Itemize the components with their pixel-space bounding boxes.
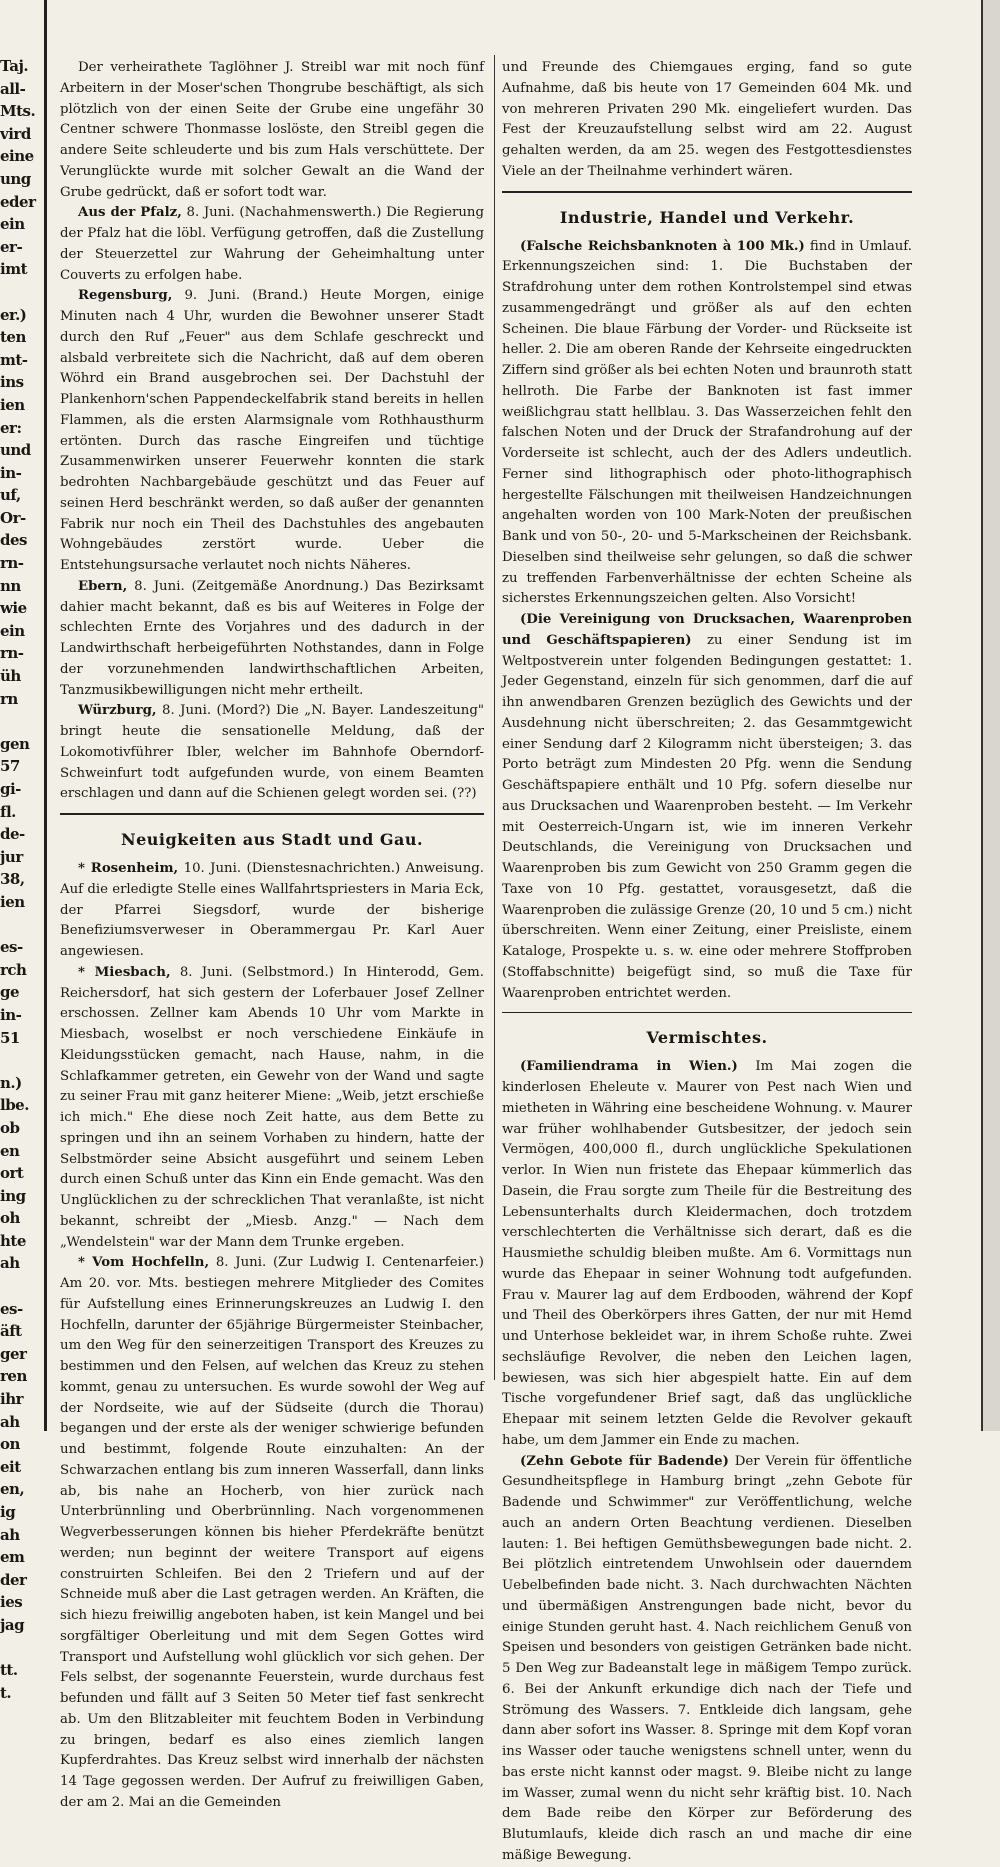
fragment-line: der (0, 1570, 27, 1589)
article-paragraph (60, 963, 484, 1254)
fragment-line: ort (0, 1164, 24, 1183)
fragment-line: des (0, 531, 27, 550)
article-text: 10. Juni. (Dienstesnachrichten.) Anweisung. Auf die erledigte Stelle eines Wallfahrtspriesters in Maria Eck, der Pfarrei Siegsdorf, wurde der bisherige Benefiziumsverweser in Oberammergau Pr. Karl Auer angewiesen. (60, 861, 484, 959)
fragment-line: n.) (0, 1073, 22, 1092)
fragment-line: ah (0, 1525, 20, 1544)
fragment-line: ein (0, 215, 25, 234)
article-paragraph (502, 610, 912, 1004)
fragment-line: er- (0, 237, 23, 256)
fragment-line (0, 1637, 40, 1660)
dateline-place: * Rosenheim, (78, 861, 179, 876)
fragment-line: 38, (0, 870, 25, 889)
fragment-line (0, 281, 40, 304)
column-divider (494, 55, 495, 1380)
article-text: Der Verein für öffentliche Gesundheitspflege in Hamburg bringt „zehn Gebote für Badende und Schwimmer" zur Veröffentlichung, welche auch an andern Orten Beachtung verdienen. Dieselben lauten: 1. Bei heftigen Gemüthsbewegungen bade nicht. 2. Bei plötzlich eintretendem Unwohlsein oder dauerndem Uebelbefinden bade nicht. 3. Nach durchwachten Nächten und übermäßigen Anstrengungen bade nicht, bevor du einige Stunden geruht hast. 4. Nach reichlichem Genuß von Speisen und besonders von geistigen Getränken bade nicht. 5 Den Weg zur Badeanstalt lege in mäßigem Tempo zurück. 6. Bei der Ankunft erkundige dich nach der Tiefe und Strömung des Wassers. 7. Entkleide dich langsam, gehe dann aber sofort ins Wasser. 8. Springe mit dem Kopf voran ins Wasser oder tauche wenigstens schnell unter, wenn du bas erste nicht kannst oder magst. 9. Bleibe nicht zu lange im Wasser, zumal wenn du nicht sehr kräftig bist. 10. Nach dem Bade reibe den Körper zur Beförderung des Blutumlaufs, kleide dich rasch an und mache dir eine mäßige Bewegung. (502, 1453, 912, 1863)
article-paragraph (60, 701, 484, 805)
fragment-line: em (0, 1548, 25, 1567)
dateline-place: Aus der Pfalz, (78, 205, 182, 221)
article-text: Im Mai zogen die kinderlosen Eheleute v. Maurer von Pest nach Wien und mietheten in Währing eine bescheidene Wohnung. v. Maurer war früher wohlhabender Gutsbesitzer, der jedoch sein Vermögen, 400,000 fl., durch unglückliche Spekulationen verlor. In Wien nun fristete das Ehepaar kümmerlich das Dasein, die Frau sorgte zum Theile für die Bestreitung des Lebensunterhalts durch Kleidermachen, doch trotzdem verschlechterten die Verhältnisse sich derart, daß es die Hausmiethe schuldig bleiben mußte. Am 6. Vormittags nun wurde das Ehepaar in seiner Wohnung todt aufgefunden. Frau v. Maurer lag auf dem Erdbooden, während der Kopf und Theil des Oberkörpers ihres Gatten, der nur mit Hemd und Unterhose bekleidet war, in ihrem Schoße ruhte. Zwei sechsläufige Revolver, die neben den Leichen lagen, bewiesen, was sich hier abgespielt hatte. Ein auf dem Tische vorgefundener Brief sagt, daß das unglückliche Ehepaar mit seinem letzten Gelde die Revolver gekauft habe, um dem Jammer ein Ende zu machen. (502, 1059, 912, 1448)
fragment-line: ies (0, 1593, 23, 1612)
fragment-line: ein (0, 621, 25, 640)
fragment-line: Or- (0, 508, 26, 527)
fragment-line (0, 710, 40, 733)
fragment-line: de- (0, 825, 25, 844)
dateline-place: * Vom Hochfelln, (78, 1255, 210, 1271)
fragment-line: und (0, 441, 31, 460)
article-text: zu einer Sendung ist im Weltpostverein unter folgenden Bedingungen gestattet: 1. Jeder Gegenstand, einzeln für sich genommen, darf die auf ihn anwendbaren Grenzen bezüglich des Gewichts und der Ausdehnung nicht überschreiten; 2. das Gesammtgewicht einer Sendung darf 2 Kilogramm nicht übersteigen; 3. das Porto beträgt zum Mindesten 20 Pfg. wenn die Sendung Geschäftspapiere enthält und 10 Pfg. sofern dieselbe nur aus Drucksachen und Waarenproben besteht. — Im Verkehr mit Oesterreich-Ungarn ist, wie im inneren Verkehr Deutschlands, die Vereinigung von Drucksachen und Waarenproben bis zum Gewicht von 250 Gramm gegen die Taxe von 10 Pfg. gestattet, vorausgesetzt, daß die Waarenproben die zulässige Grenze (20, 10 und 5 cm.) nicht überschreiten. Wenn einer Zeitung, einer Preisliste, einem Kataloge, Prospekte u. s. w. eine oder mehrere Stoffproben (Stoffabschnitte) beigefügt sind, so muß die Taxe für Waarenproben entrichtet werden. (502, 632, 912, 1001)
fragment-line: ah (0, 1254, 20, 1273)
fragment-line: fl. (0, 802, 16, 821)
fragment-line: vird (0, 124, 31, 143)
section-rule (502, 191, 912, 193)
fragment-line: nn (0, 576, 21, 595)
fragment-line: rch (0, 960, 27, 979)
fragment-line: gi- (0, 780, 21, 798)
fragment-line: er.) (0, 305, 27, 324)
article-paragraph (60, 859, 484, 963)
fragment-line: hte (0, 1231, 26, 1250)
section-title-local-news: Neuigkeiten aus Stadt und Gau. (120, 830, 424, 849)
article-text: find in Umlauf. Erkennungszeichen sind: 1. Die Buchstaben der Strafdrohung unter dem rothen Kontrolstempel sind etwas zusammengedrängt und größer als auf den echten Scheinen. Die blaue Färbung der Vorder- und Rückseite ist heller. 2. Die am oberen Rande der Kehrseite eingedruckten Ziffern sind größer als bei echten Noten und braunroth statt hellroth. Die Farbe der Banknoten ist fast immer weißlichgrau statt hellblau. 3. Das Wasserzeichen fehlt den falschen Noten und der Druck der Strafandrohung auf der Vorderseite ist schlecht, auch der des Adlers undeutlich. Ferner sind lithographisch oder photo-lithographisch hergestellte Fälschungen mit theilweisen Handzeichnungen angehalten worden von 100 Mark-Noten der preußischen Bank und von 50-, 20- und 5-Markscheinen der Reichsbank. Dieselben sind theilweise sehr gelungen, so daß die schwer zu treffenden Farbenverhältnisse der echten Scheine als sicherstes Erkennungszeichen gelten. Also Vorsicht! (502, 238, 912, 607)
article-paragraph (502, 1452, 912, 1867)
fragment-line (0, 1049, 40, 1072)
fragment-line: rn- (0, 554, 24, 573)
fragment-line: en, (0, 1480, 25, 1499)
article-paragraph: Der verheirathete Taglöhner J. Streibl war mit noch fünf Arbeitern in der Moser'schen Thongrube beschäftigt, als sich plötzlich von der einen Seite der Grube eine ungefähr 30 Centner schwere Thonmasse loslöste, den Streibl gegen die andere Seite schleuderte und bis zum Hals verschüttete. Der Verunglückte wurde mit solcher Gewalt an die Wand der Grube gedrückt, daß er sofort todt war. (60, 60, 484, 200)
fragment-line: wie (0, 599, 27, 618)
section-title-miscellany: Vermischtes. (646, 1028, 768, 1048)
article-text: 8. Juni. (Nachahmenswerth.) Die Regierung der Pfalz hat die löbl. Verfügung getroffen, daß die Zustellung der Steuerzettel zur Wahrung der Geheimhaltung unter Couverts zu erfolgen habe. (60, 205, 485, 283)
dateline-place: * Miesbach, (78, 964, 171, 980)
column-right (502, 58, 912, 1867)
page-margin-right (983, 0, 1000, 1431)
article-tag: (Familiendrama in Wien.) (520, 1059, 738, 1075)
fragment-line: jur (0, 847, 23, 866)
fragment-line: ien (0, 892, 25, 911)
fragment-line: ten (0, 328, 26, 347)
fragment-line: Taj. (0, 57, 29, 75)
fragment-line: en (0, 1141, 20, 1160)
fragment-line: ge (0, 983, 20, 1002)
article-paragraph (502, 237, 912, 611)
fragment-line: ihr (0, 1390, 24, 1409)
fragment-line: gen (0, 734, 30, 753)
article-paragraph (60, 203, 484, 286)
article-text: 8. Juni. (Selbstmord.) In Hinterodd, Gem. Reichersdorf, hat sich gestern der Loferbauer Josef Zellner erschossen. Zellner kam Abends 10 Uhr vom Markte in Miesbach, woselbst er noch verschiedene Einkäufe in Kleidungsstücken gemacht, nach Hause, nahm, in die Schlafkammer getreten, ein Gewehr von der Wand und sagte zu seiner Frau mit ganz heiterer Miene: „Weib, jetzt erschieße ich mich." Ehe diese noch Zeit hatte, aus dem Bette zu springen und ihn an seinem Vorhaben zu hindern, hatte der Selbstmörder seine Absicht ausgeführt und seinem Leben durch einen Schuß unter das Kinn ein Ende gemacht. Was den Unglücklichen zu der schrecklichen That veranlaßte, ist nicht bekannt, schreibt der „Miesb. Anzg." — Nach dem „Wendelstein" war der Mann dem Trunke ergeben. (60, 964, 484, 1250)
article-text: 9. Juni. (Brand.) Heute Morgen, einige Minuten nach 4 Uhr, wurden die Bewohner unserer Stadt durch den Ruf „Feuer" aus dem Schlafe geschreckt und alsbald verbreitete sich die Nachricht, daß auf dem oberen Wöhrd ein Brand ausgebrochen sei. Der Dachstuhl der Plankenhorn'schen Pappendeckelfabrik stand bereits in hellen Flammen, als die ersten Alarmsignale vom Rothhausthurm ertönten. Durch das rasche Eingreifen und tüchtige Zusammenwirken unserer Feuerwehr konnten die stark bedrohten Nachbargebäude geschützt und das Feuer auf seinen Herd beschränkt werden, so daß außer der genannten Fabrik nur noch ein Theil des Dachstuhles des angebauten Wohngebäudes zerstört wurde. Ueber die Entstehungsursache verlautet noch nichts Näheres. (60, 288, 484, 573)
fragment-line: uf, (0, 486, 21, 505)
fragment-line: lbe. (0, 1096, 29, 1115)
fragment-line (0, 1275, 40, 1298)
fragment-line: es- (0, 938, 23, 957)
fragment-line: ren (0, 1367, 27, 1386)
fragment-line: eder (0, 192, 36, 211)
fragment-line: tt. (0, 1661, 18, 1680)
fragment-line: äft (0, 1322, 22, 1341)
article-tag: (Die Vereinigung von Drucksachen, Waarenproben und Geschäftspapieren) (502, 612, 912, 648)
dateline-place: Würzburg, (78, 703, 157, 719)
article-paragraph: und Freunde des Chiemgaues erging, fand so gute Aufnahme, daß bis heute von 17 Gemeinden 604 Mk. und von mehreren Privaten 290 Mk. eingeliefert wurden. Das Fest der Kreuzaufstellung selbst wird am 22. August gehalten werden, da am 25. wegen des Festgottesdienstes Viele an der Theilnahme verhindert wären. (502, 60, 912, 179)
fragment-line: imt (0, 260, 27, 279)
fragment-line: ien (0, 395, 25, 414)
fragment-line: t. (0, 1683, 12, 1702)
article-text: 8. Juni. (Zeitgemäße Anordnung.) Das Bezirksamt dahier macht bekannt, daß es bis auf Weiteres in Folge der schlechten Ernte des Vorjahres und des dadurch in der Landwirthschaft herbeigeführten Nothstandes, dann in Folge der vorzunehmenden landwirthschaftlichen Arbeiten, Tanzmusikbewilligungen nicht mehr ertheilt. (60, 578, 484, 698)
fragment-line: ung (0, 169, 31, 188)
column-left (60, 58, 484, 1814)
article-text: 8. Juni. (Zur Ludwig I. Centenarfeier.) Am 20. vor. Mts. bestiegen mehrere Mitglieder des Comites für Aufstellung eines Erinnerungskreuzes an Ludwig I. den Hochfelln, darunter der 65jährige Bürgermeister Steinbacher, um den Weg für den seinerzeitigen Transport des Kreuzes zu bestimmen und den Felsen, auf welchen das Kreuz zu stehen kommt, genau zu untersuchen. Es wurde sowohl der Weg auf der Nordseite, wie auf der Südseite (durch die Thorau) begangen und der erste als der weniger schwierige befunden und bestimmt, folgende Route einzuhalten: An der Schwarzachen entlang bis zum inneren Wasserfall, dann links ab, bis nahe an Hocherb, von hier zurück nach Unterbrünnling und Oberbrünnling. Nach vorgenommenen Wegverbesserungen können bis hieher Pferdekräfte benützt werden; nun beginnt der weitere Transport auf eigens construirten Schleifen. Bei den 2 Triefern und auf der Schneide muß aber die Last getragen werden. An Kräften, die sich hiezu freiwillig angeboten haben, ist kein Mangel und bei sorgfältiger Oberleitung und mit dem Segen Gottes wird Transport und Aufstellung wohl glücklich vor sich gehen. Der Fels selbst, der sogenannte Feuerstein, wurde durchaus fest befunden und fällt auf 3 Seiten 50 Meter tief fast senkrecht ab. Um den Blitzableiter mit feuchtem Boden in Verbindung zu bringen, bedarf es also eines ziemlich langen Kupferdrahtes. Das Kreuz selbst wird innerhalb der nächsten 14 Tage gegossen werden. Der Aufruf zu freiwilligen Gaben, der am 2. Mai an die Gemeinden (60, 1255, 484, 1810)
fragment-line: ob (0, 1118, 20, 1137)
article-text: 8. Juni. (Mord?) Die „N. Bayer. Landeszeitung" bringt heute die sensationelle Meldung, daß der Lokomotivführer Ibler, welcher im Bahnhofe Oberndorf-Schweinfurt todt aufgefunden wurde, von einem Beamten erschlagen und dann auf die Schienen gelegt worden sei. (??) (60, 703, 484, 802)
fragment-line (0, 914, 40, 937)
fragment-line: er: (0, 418, 22, 437)
article-tag: (Falsche Reichsbanknoten à 100 Mk.) (520, 238, 805, 254)
fragment-line: in- (0, 463, 22, 482)
fragment-line: 57 (0, 757, 20, 776)
article-paragraph (60, 286, 484, 577)
fragment-line: üh (0, 667, 21, 686)
fragment-line: rn- (0, 644, 24, 663)
article-tag: (Zehn Gebote für Badende) (520, 1453, 729, 1469)
fragment-line: on (0, 1435, 20, 1454)
previous-column-fragments (0, 55, 40, 1702)
article-paragraph (60, 1253, 484, 1813)
fragment-line: rn (0, 689, 18, 708)
fragment-line: jag (0, 1615, 25, 1634)
fragment-line: eit (0, 1457, 21, 1476)
section-title-industry: Industrie, Handel und Verkehr. (559, 207, 855, 227)
section-rule (60, 813, 484, 815)
column-border-left (44, 0, 47, 1431)
fragment-line: es- (0, 1299, 23, 1318)
dateline-place: Regensburg, (78, 288, 173, 304)
fragment-line: all- (0, 79, 26, 98)
fragment-line: mt- (0, 350, 28, 369)
dateline-place: Ebern, (78, 578, 128, 594)
section-rule (502, 1012, 912, 1013)
fragment-line: oh (0, 1209, 20, 1228)
fragment-line: ger (0, 1344, 27, 1363)
fragment-line: 51 (0, 1028, 20, 1047)
fragment-line: in- (0, 1005, 22, 1024)
fragment-line: Mts. (0, 102, 36, 121)
fragment-line: ah (0, 1412, 20, 1431)
fragment-line: eine (0, 147, 34, 166)
fragment-line: ing (0, 1186, 26, 1205)
fragment-line: ig (0, 1503, 16, 1521)
article-paragraph (502, 1057, 912, 1451)
article-paragraph (60, 577, 484, 702)
fragment-line: ins (0, 373, 24, 392)
